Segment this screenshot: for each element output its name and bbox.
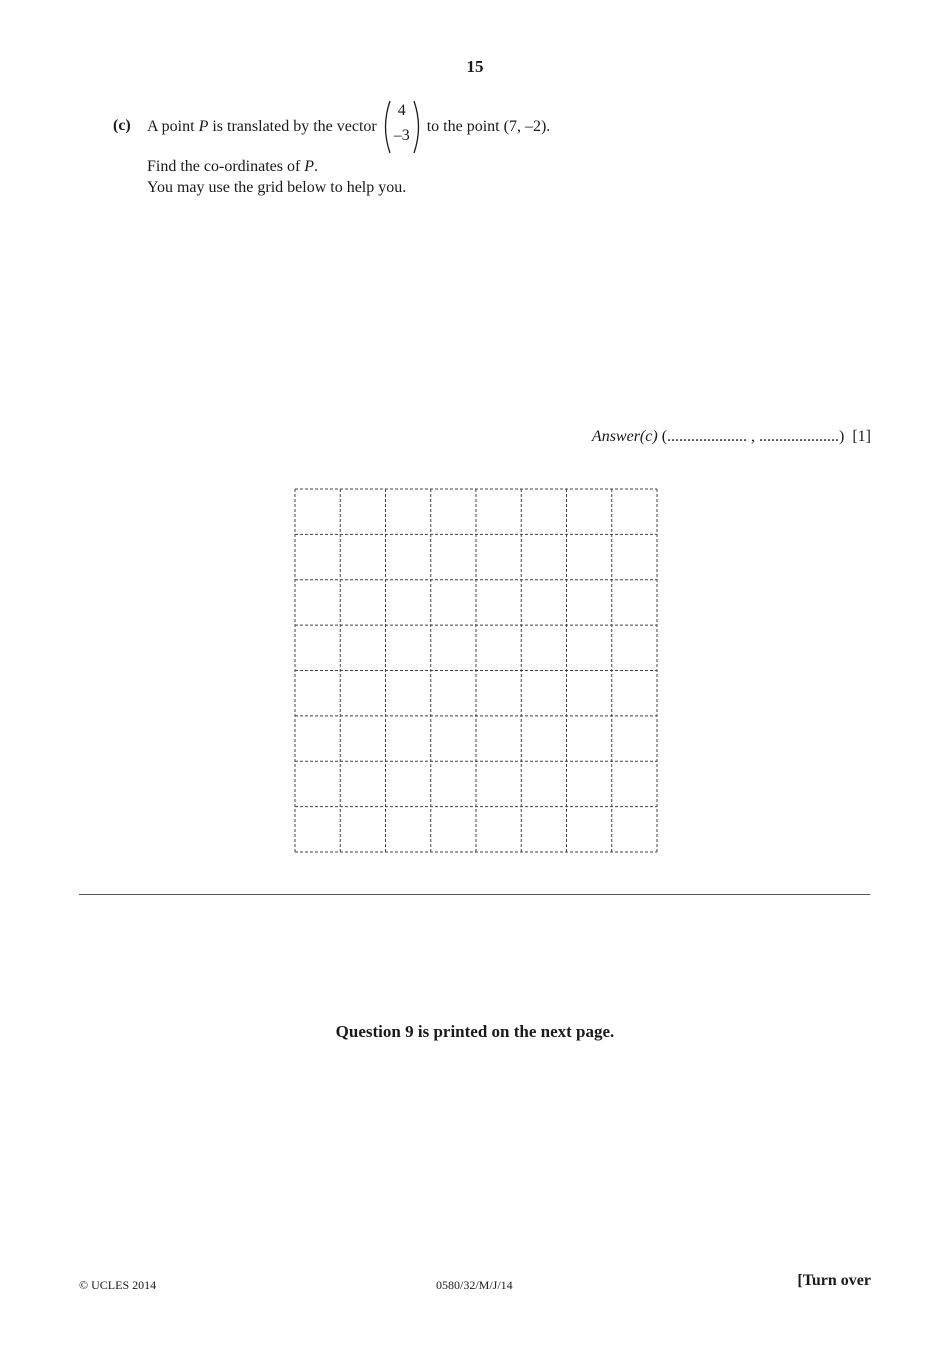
next-page-note: Question 9 is printed on the next page. [335,1022,615,1041]
question-text-end: to the point (7, –2). [426,118,551,135]
answer-blank[interactable]: (.................... , ....................) [657,428,853,445]
find-instruction [147,158,318,176]
paper-code: 0580/32/M/J/14 [436,1278,513,1292]
grid-hint: You may use the grid below to help you. [147,179,407,196]
question-text-start: A point [147,118,199,135]
vector-bottom: –3 [393,127,410,144]
translation-vector [381,99,423,155]
divider-line [79,894,870,895]
turn-over: [Turn over [797,1272,871,1289]
copyright: © UCLES 2014 [79,1278,157,1292]
part-label: (c) [113,117,131,134]
answer-line [592,428,871,446]
vector-top: 4 [397,102,406,119]
page-number: 15 [466,57,484,76]
find-text: Find the co-ordinates of [147,158,305,175]
marks: [1] [852,428,871,445]
working-grid[interactable] [294,488,658,853]
point-name: P [198,118,209,135]
answer-label: Answer(c) [591,428,658,445]
question-text-mid: is translated by the vector [208,118,377,135]
question-text [147,102,551,144]
find-point: P [304,158,315,175]
find-end: . [314,158,319,175]
